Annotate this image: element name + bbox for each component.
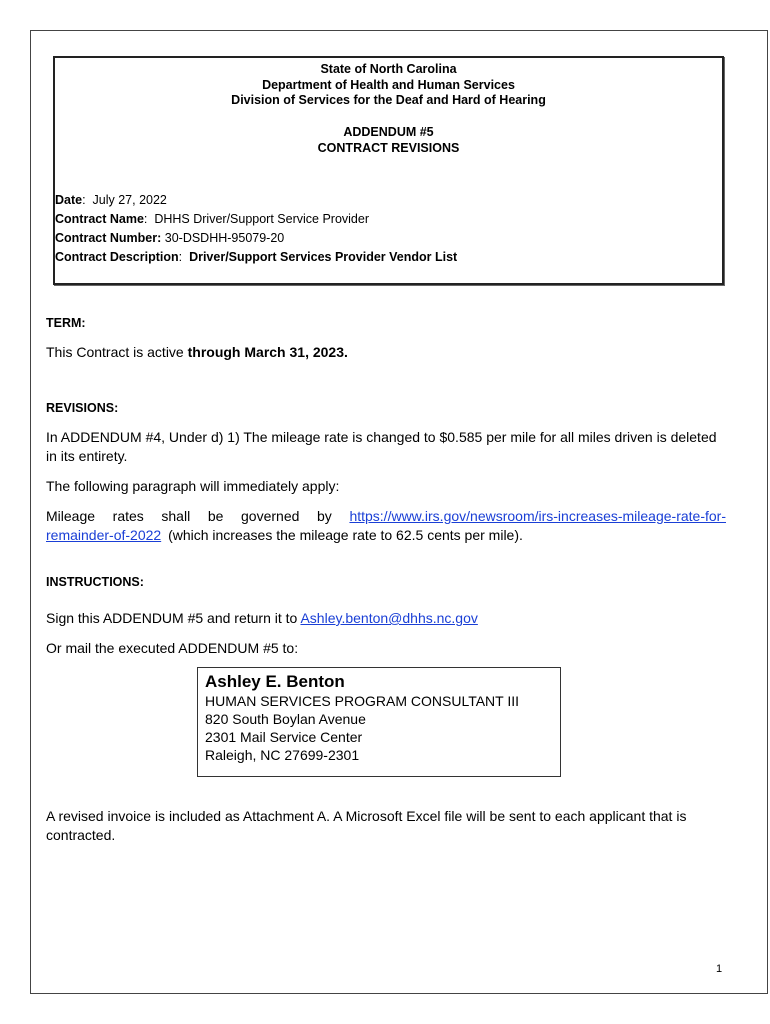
- contract-name-row: Contract Name: DHHS Driver/Support Service Provider: [55, 212, 369, 226]
- revision-paragraph-3: [46, 507, 726, 545]
- revisions-heading: REVISIONS:: [46, 401, 119, 415]
- revision-paragraph-2: The following paragraph will immediately apply:: [46, 478, 340, 494]
- contract-description-row: Contract Description: Driver/Support Services Provider Vendor List: [55, 250, 458, 264]
- revision-paragraph-1: In ADDENDUM #4, Under d) 1) The mileage rate is changed to $0.585 per mile for all miles driven is deleted in its entirety.: [46, 429, 717, 464]
- addendum-title: ADDENDUM #5: [343, 125, 434, 139]
- revision-paragraph-3-prefix: Mileage rates shall be governed by: [46, 508, 332, 524]
- revision-paragraph-3-suffix: (which increases the mileage rate to 62.5 cents per mile).: [168, 527, 523, 543]
- division-name: Division of Services for the Deaf and Hard of Hearing: [231, 93, 546, 107]
- instructions-heading: INSTRUCTIONS:: [46, 575, 144, 589]
- city-state-zip: Raleigh, NC 27699-2301: [205, 747, 360, 763]
- contract-name-label: Contract Name: [55, 212, 144, 226]
- term-text-prefix: This Contract is active: [46, 344, 184, 360]
- term-end-date: through March 31, 2023.: [187, 344, 348, 360]
- addendum-subtitle: CONTRACT REVISIONS: [317, 140, 460, 155]
- date-row: Date: July 27, 2022: [55, 193, 167, 207]
- contract-number-label: Contract Number:: [55, 231, 162, 245]
- state-name: State of North Carolina: [320, 62, 457, 76]
- return-email-link[interactable]: Ashley.benton@dhhs.nc.gov: [300, 610, 478, 626]
- contract-description-value: Driver/Support Services Provider Vendor List: [189, 250, 458, 264]
- term-heading: TERM:: [46, 316, 86, 330]
- department-name: Department of Health and Human Services: [262, 77, 515, 92]
- organization-block: [55, 62, 722, 109]
- page-number: 1: [716, 963, 723, 975]
- street-address: 820 South Boylan Avenue: [205, 711, 366, 727]
- mail-service-center: 2301 Mail Service Center: [205, 729, 363, 745]
- contract-description-label: Contract Description: [55, 250, 179, 264]
- recipient-name: Ashley E. Benton: [205, 672, 345, 691]
- recipient-title: HUMAN SERVICES PROGRAM CONSULTANT III: [205, 693, 520, 709]
- mail-instruction: Or mail the executed ADDENDUM #5 to:: [46, 640, 299, 656]
- contract-fields: [55, 191, 457, 267]
- contract-name-value: DHHS Driver/Support Service Provider: [154, 212, 369, 226]
- sign-instruction: [46, 609, 726, 628]
- addendum-title-block: [55, 125, 722, 156]
- contract-number-value: 30-DSDHH-95079-20: [164, 231, 285, 245]
- invoice-note: A revised invoice is included as Attachment A. A Microsoft Excel file will be sent to each applicant that is contracted.: [46, 808, 687, 843]
- term-text: [46, 343, 726, 362]
- contract-number-row: [55, 229, 457, 248]
- mailing-address-box: [197, 667, 561, 777]
- irs-mileage-rate-link[interactable]: https://www.irs.gov/newsroom/irs-increases-mileage-rate-for-remainder-of-2022: [46, 508, 726, 543]
- date-label: Date: [55, 193, 83, 207]
- sign-instruction-text: Sign this ADDENDUM #5 and return it to: [46, 610, 298, 626]
- contract-header-box: [53, 56, 724, 285]
- date-value: July 27, 2022: [92, 193, 167, 207]
